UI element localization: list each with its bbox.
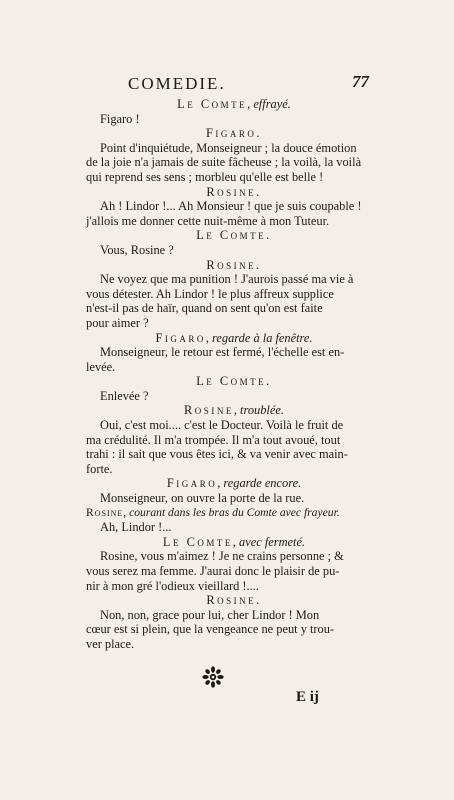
speaker-heading [86, 126, 382, 141]
text-line: j'allois me donner cette nuit-même à mon Tuteur. [86, 213, 330, 228]
play-text [86, 97, 382, 652]
speaker-name: Le Comte [177, 97, 248, 111]
text-line: qui reprend ses sens ; morbleu qu'elle est belle ! [86, 169, 324, 184]
speaker-heading [86, 403, 382, 418]
text-line: Point d'inquiétude, Monseigneur ; la douce émotion [100, 140, 357, 155]
text-line: ma crédulité. Il m'a trompée. Il m'a tout avoué, tout [86, 432, 341, 447]
speaker-name: Le Comte [162, 534, 233, 549]
text-line: nir à mon gré l'odieux vieillard !.... [86, 578, 259, 593]
stage-direction: effrayé. [253, 97, 291, 111]
speaker-heading [86, 535, 382, 550]
fleuron-ornament-icon [202, 666, 224, 688]
speaker-separator: , [232, 534, 240, 549]
text-line: Figaro ! [100, 111, 140, 126]
text-line: Monseigneur, le retour est fermé, l'échelle est en- [100, 345, 345, 360]
text-line: Monseigneur, on ouvre la porte de la rue. [100, 491, 305, 506]
page-number: 77 [352, 72, 369, 91]
text-line: Non, non, grace pour lui, cher Lindor ! Mon [100, 607, 320, 622]
speaker-heading [86, 506, 382, 521]
speaker-name: Le Comte. [196, 228, 272, 243]
text-line: levée. [86, 359, 116, 374]
stage-direction: troublée. [240, 403, 284, 418]
speaker-heading [86, 593, 382, 608]
text-line: pour aimer ? [86, 315, 149, 330]
speaker-name: Rosine [86, 505, 124, 519]
speaker-separator: , [205, 330, 213, 345]
stage-direction: avec fermeté. [239, 534, 306, 549]
page-header [0, 74, 454, 96]
text-line: Rosine, vous m'aimez ! Je ne crains personne ; & [100, 549, 344, 564]
speaker-name: Figaro. [206, 126, 262, 141]
speaker-name: Rosine [184, 403, 234, 418]
speaker-separator: , [233, 403, 241, 418]
text-line: trahi : il sait que vous êtes ici, & va venir avec main- [86, 447, 348, 462]
speaker-heading [86, 97, 382, 112]
speaker-heading [86, 258, 382, 273]
speaker-heading [86, 476, 382, 491]
text-line: de la joie n'a jamais de suite fâcheuse ; la voilà, la voilà [86, 155, 362, 170]
speaker-heading [86, 374, 382, 389]
speaker-name: Rosine. [206, 593, 262, 608]
speaker-name: Rosine. [206, 184, 262, 199]
stage-direction: courant dans les bras du Comte avec frayeur. [129, 505, 340, 519]
speaker-separator: , [123, 505, 130, 519]
text-line: Ah ! Lindor !... Ah Monsieur ! que je suis coupable ! [100, 199, 362, 214]
speaker-heading [86, 185, 382, 200]
text-line: Enlevée ? [100, 388, 149, 403]
speaker-heading [86, 228, 382, 243]
running-title: COMEDIE. [128, 74, 226, 93]
stage-direction: regarde à la fenêtre. [212, 330, 313, 345]
speaker-separator: , [217, 476, 224, 491]
speaker-name: Le Comte. [196, 374, 272, 389]
stage-direction: regarde encore. [223, 476, 302, 491]
speaker-name: Figaro [155, 330, 206, 345]
text-line: Vous, Rosine ? [100, 242, 174, 257]
signature-mark: E ij [296, 689, 319, 705]
text-line: Ne voyez que ma punition ! J'aurois passé ma vie à [100, 272, 354, 287]
text-line: Oui, c'est moi.... c'est le Docteur. Voilà le fruit de [100, 418, 344, 433]
text-line: vous serez ma femme. J'aurai donc le plaisir de pu- [86, 564, 340, 578]
text-line: cœur est si plein, que la vengeance ne peut y trou- [86, 622, 335, 637]
text-line: Ah, Lindor !... [100, 520, 172, 535]
speaker-separator: , [247, 97, 254, 111]
speaker-heading [86, 331, 382, 346]
text-line: ver place. [86, 636, 135, 651]
speaker-name: Figaro [166, 476, 218, 491]
text-line: forte. [86, 461, 113, 476]
text-line: n'est-il pas de haïr, quand on sent qu'on est faite [86, 301, 323, 316]
text-line: vous détester. Ah Lindor ! le plus affreux supplice [86, 286, 334, 301]
speaker-name: Rosine. [206, 257, 262, 272]
